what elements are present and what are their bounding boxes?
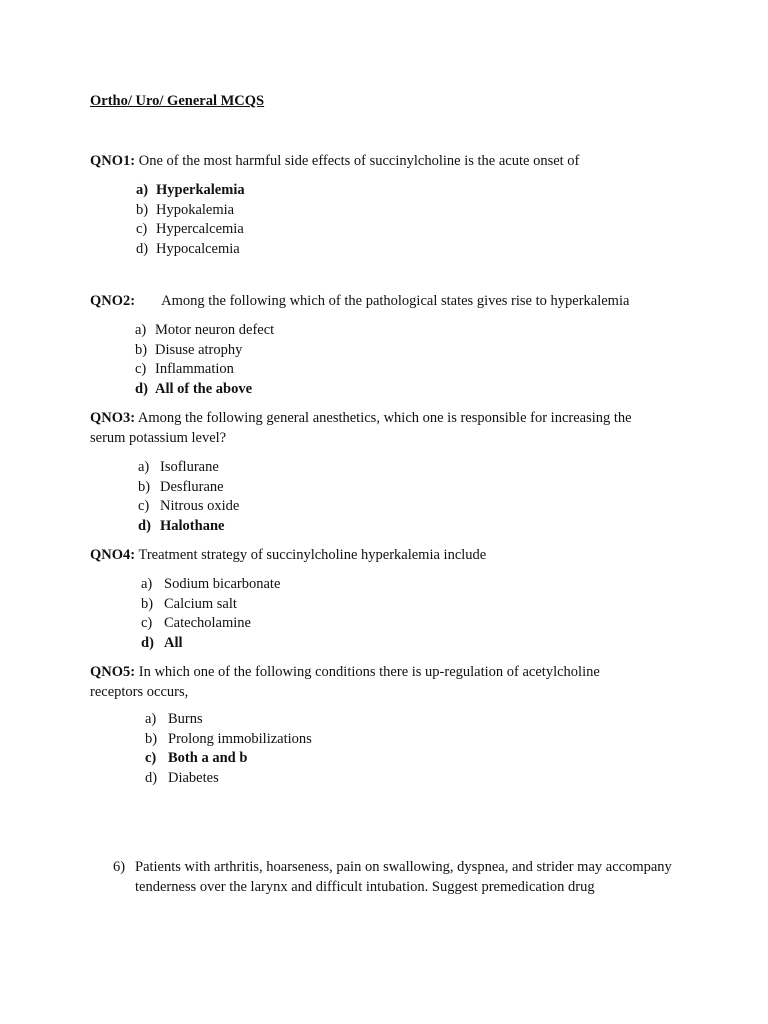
question-2-options xyxy=(135,321,274,399)
question-5-label: QNO5: xyxy=(90,664,136,680)
question-6-text: Patients with arthritis, hoarseness, pain on swallowing, dyspnea, and strider may accompany tenderness over the larynx and difficult intubation. Suggest premedication drug xyxy=(135,859,672,895)
question-2-text: Among the following which of the pathological states gives rise to hyperkalemia xyxy=(161,293,630,309)
question-1-label: QNO1: xyxy=(90,153,136,169)
question-4-label: QNO4: xyxy=(90,547,136,563)
option-4d: d) All xyxy=(141,634,183,651)
option-2b: b) Disuse atrophy xyxy=(135,341,243,358)
question-1 xyxy=(90,151,680,171)
option-2a: a) Motor neuron defect xyxy=(135,322,275,338)
option-3d: d) Halothane xyxy=(138,517,225,534)
option-4a: a) Sodium bicarbonate xyxy=(141,576,281,592)
option-2c: c) Inflammation xyxy=(135,361,234,377)
question-6 xyxy=(113,857,673,897)
question-4-text: Treatment strategy of succinylcholine hyperkalemia include xyxy=(135,547,487,563)
option-5d: d) Diabetes xyxy=(145,769,219,786)
question-5 xyxy=(90,662,630,702)
option-3b: b) Desflurane xyxy=(138,478,224,495)
question-2-label: QNO2: xyxy=(90,293,136,309)
option-5a: a) Burns xyxy=(145,711,203,727)
question-5-options xyxy=(145,710,312,788)
question-4-options xyxy=(141,575,280,653)
option-1a: a) Hyperkalemia xyxy=(136,182,245,198)
option-1d: d) Hypocalcemia xyxy=(136,240,240,257)
question-3-text: Among the following general anesthetics, which one is responsible for increasing the serum potassium level? xyxy=(90,410,632,446)
option-5b: b) Prolong immobilizations xyxy=(145,730,312,747)
option-5c: c) Both a and b xyxy=(145,750,248,766)
option-3a: a) Isoflurane xyxy=(138,459,219,475)
question-5-text: In which one of the following conditions there is up-regulation of acetylcholine receptors occurs, xyxy=(90,664,600,700)
question-6-number: 6) xyxy=(113,859,126,875)
option-4c: c) Catecholamine xyxy=(141,615,251,631)
question-4 xyxy=(90,545,680,565)
option-1b: b) Hypokalemia xyxy=(136,201,235,218)
question-2 xyxy=(90,291,710,311)
option-3c: c) Nitrous oxide xyxy=(138,498,240,514)
document-title: Ortho/ Uro/ General MCQS xyxy=(90,93,265,109)
option-1c: c) Hypercalcemia xyxy=(136,221,244,237)
question-1-options xyxy=(136,181,245,259)
option-2d: d) All of the above xyxy=(135,380,253,397)
question-3-options xyxy=(138,458,239,536)
option-4b: b) Calcium salt xyxy=(141,595,237,612)
question-3 xyxy=(90,408,665,448)
question-3-label: QNO3: xyxy=(90,410,136,426)
question-1-text: One of the most harmful side effects of succinylcholine is the acute onset of xyxy=(135,153,580,169)
